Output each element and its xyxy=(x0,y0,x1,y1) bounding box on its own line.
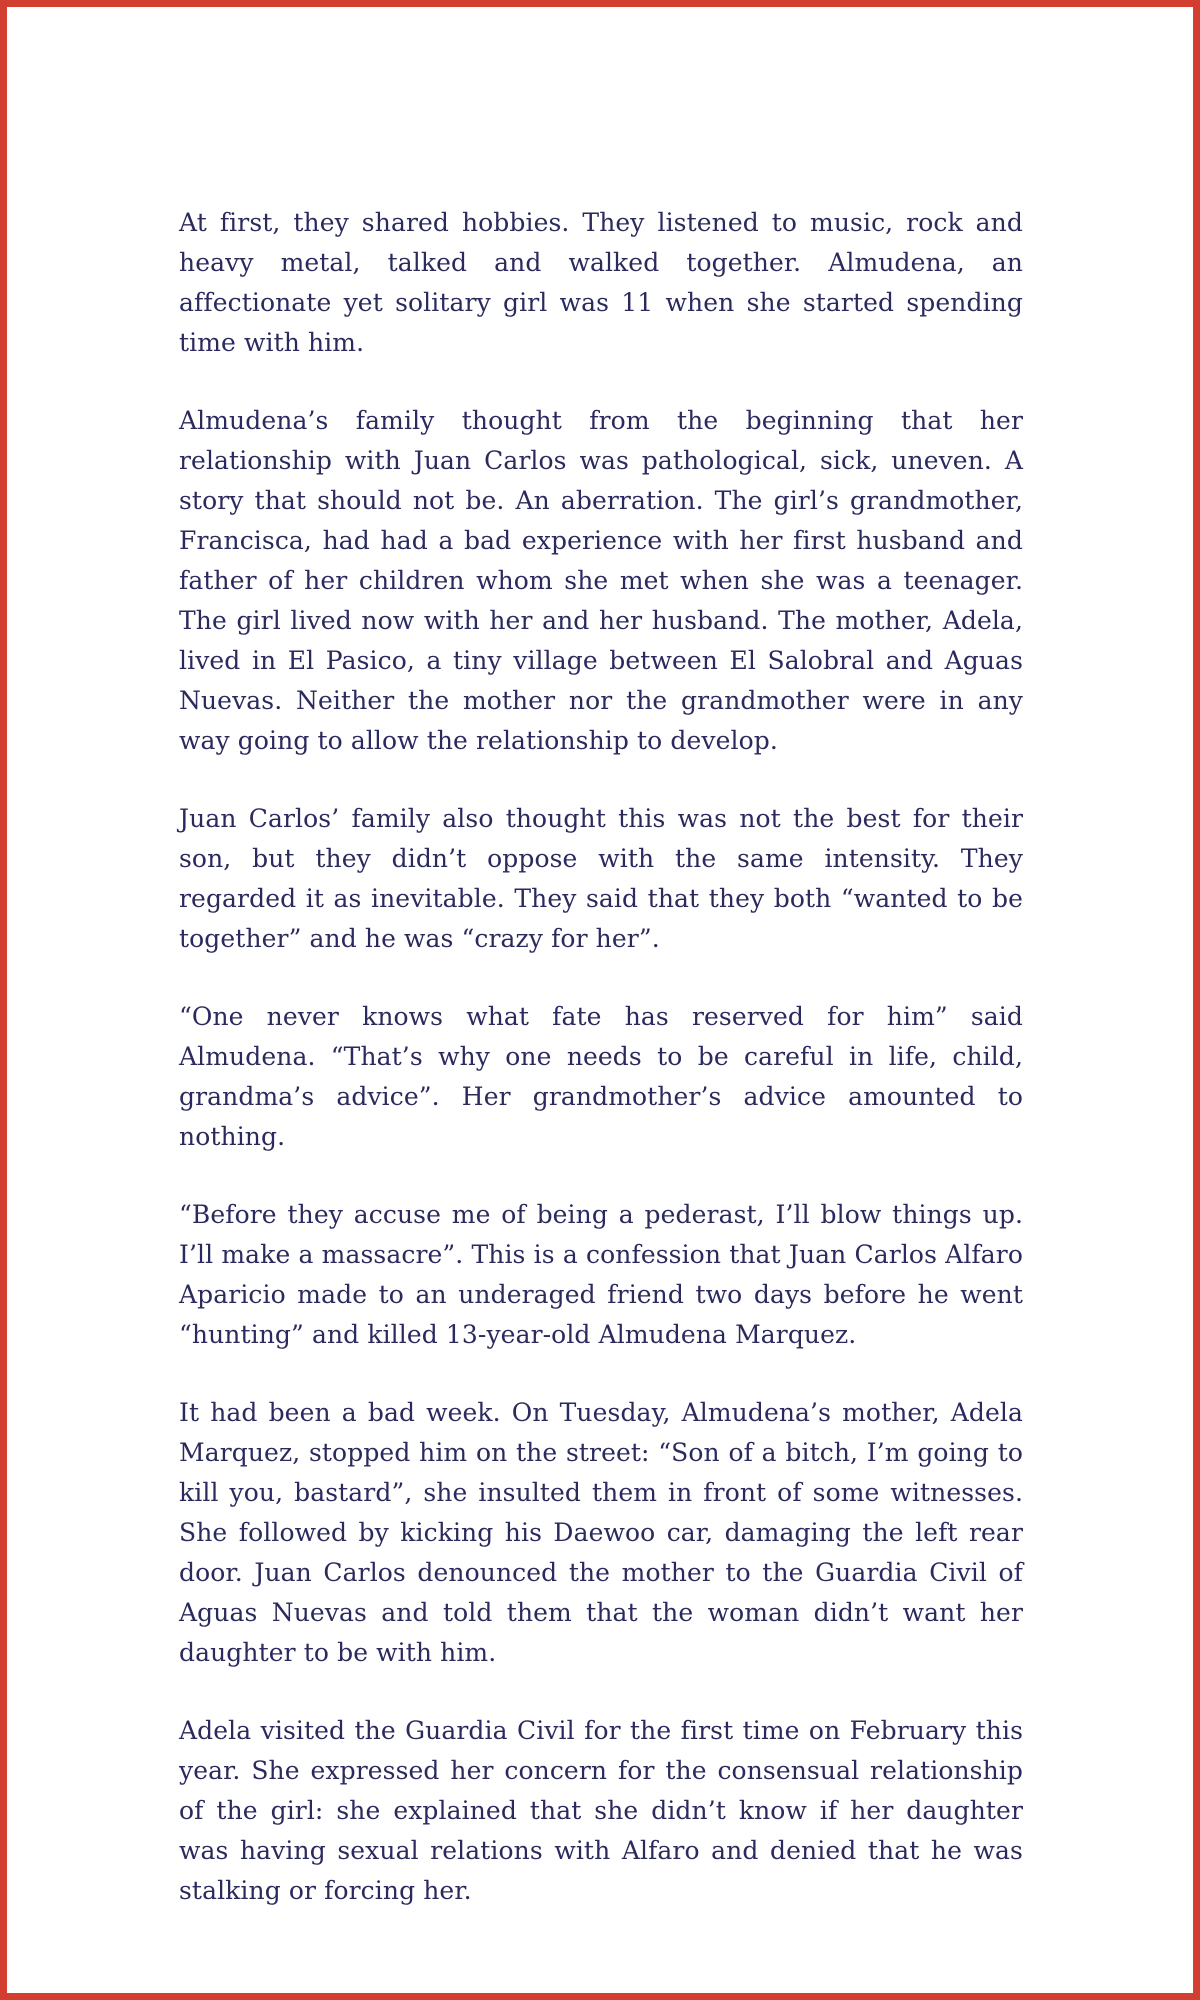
paragraph-6: It had been a bad week. On Tuesday, Almudena’s mother, Adela Marquez, stopped him on the street: “Son of a bitch, I’m going to kill you, bastard”, she insulted them in front of some witnesses. She followed by kicking his Daewoo car, damaging the left rear door. Juan Carlos denounced the mother to the Guardia Civil of Aguas Nuevas and told them that the woman didn’t want her daughter to be with him. xyxy=(179,1398,1023,1667)
paragraph-4: “One never knows what fate has reserved for him” said Almudena. “That’s why one needs to be careful in life, child, grandma’s advice”. Her grandmother’s advice amounted to nothing. xyxy=(179,1002,1023,1151)
paragraph-7: Adela visited the Guardia Civil for the first time on February this year. She expressed her concern for the consensual relationship of the girl: she explained that she didn’t know if her daughter was having sexual relations with Alfaro and denied that he was stalking or forcing her. xyxy=(179,1716,1023,1905)
article-body xyxy=(179,203,1023,1911)
paragraph-1: At first, they shared hobbies. They listened to music, rock and heavy metal, talked and walked together. Almudena, an affectionate yet solitary girl was 11 when she started spending time with him. xyxy=(179,208,1023,357)
paragraph-5: “Before they accuse me of being a pederast, I’ll blow things up. I’ll make a massacre”. This is a confession that Juan Carlos Alfaro Aparicio made to an underaged friend two days before he went “hunting” and killed 13-year-old Almudena Marquez. xyxy=(179,1200,1023,1349)
paragraph-2: Almudena’s family thought from the beginning that her relationship with Juan Carlos was pathological, sick, uneven. A story that should not be. An aberration. The girl’s grandmother, Francisca, had had a bad experience with her first husband and father of her children whom she met when she was a teenager. The girl lived now with her and her husband. The mother, Adela, lived in El Pasico, a tiny village between El Salobral and Aguas Nuevas. Neither the mother nor the grandmother were in any way going to allow the relationship to develop. xyxy=(179,406,1023,755)
paragraph-3: Juan Carlos’ family also thought this was not the best for their son, but they didn’t oppose with the same intensity. They regarded it as inevitable. They said that they both “wanted to be together” and he was “crazy for her”. xyxy=(179,804,1023,953)
